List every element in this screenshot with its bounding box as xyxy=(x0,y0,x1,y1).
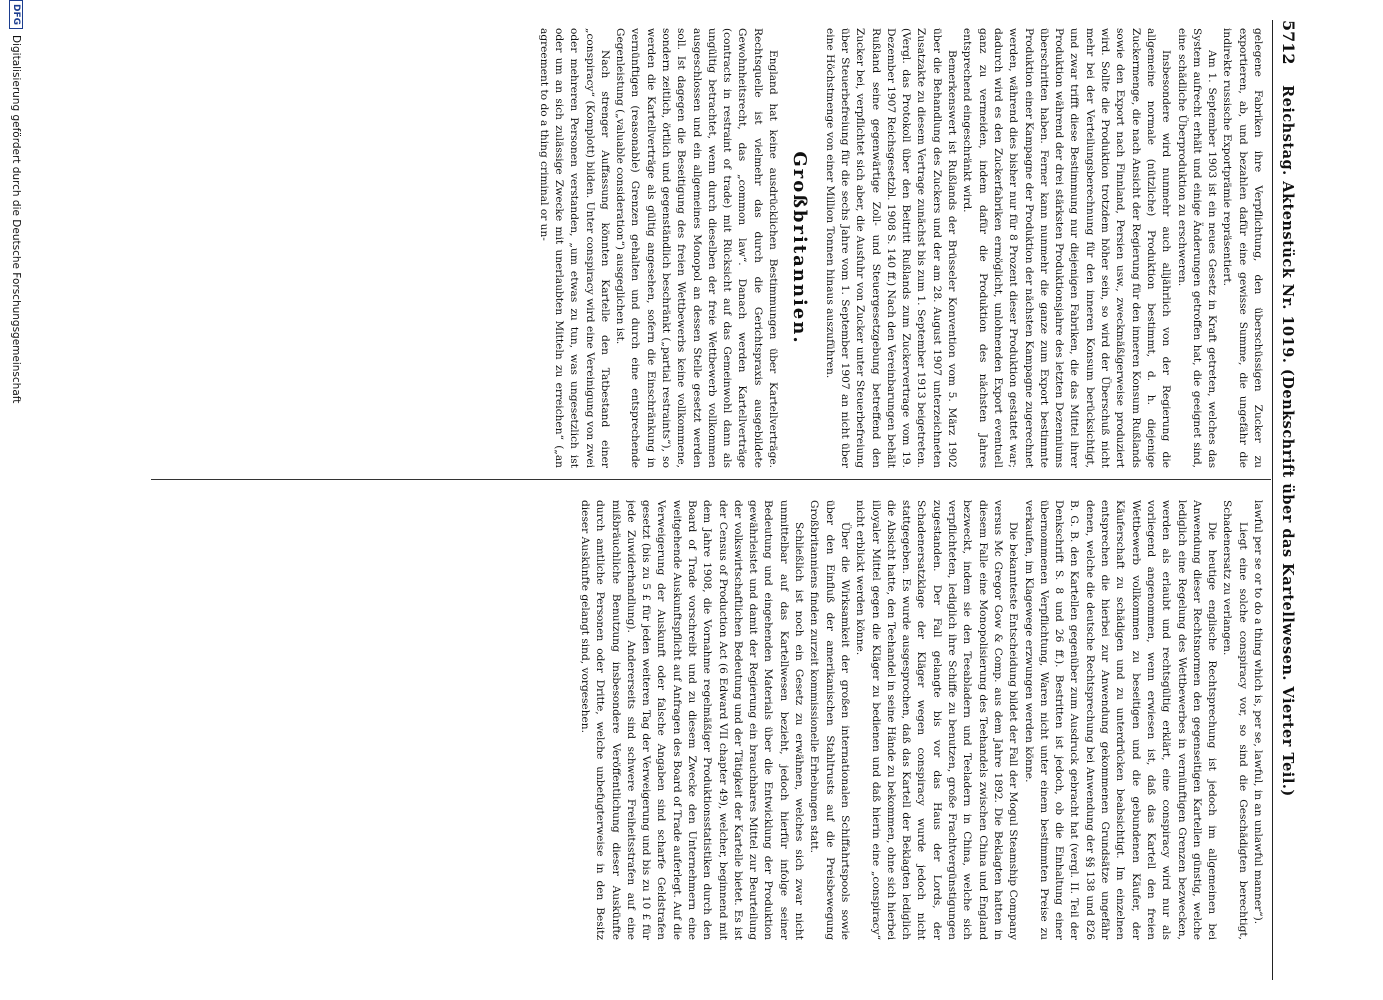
paragraph: Schließlich ist noch ein Gesetz zu erwähnen, welches sich zwar nicht unmittelbar auf das Kartellwesen bezieht, jedoch hierfür infolge seiner Bedeutung und eingehenden Materials über die Entwicklung der Produktion gewährleistet und damit der Regierung ein brauchbares Mittel zur Beurteilung der volkswirtschaftlichen Bedeutung und der Tätigkeit der Kartelle bietet. Es ist der Census of Production Act (6 Edward VII chapter 49), welcher, beginnend mit dem Jahre 1908, die Vornahme regelmäßiger Produktionsstatistiken durch den Board of Trade vorschreibt und zu diesem Zwecke den Unternehmern eine weitgehende Auskunftspflicht auf Anfragen des Board of Trade auferlegt. Auf die Verweigerung der Auskunft oder falsche Angaben sind scharfe Geldstrafen gesetzt (bis zu 5 £ für jeden weiteren Tag der Verweigerung und bis zu 10 £ für jede Zuwiderhandlung). Andererseits sind schwere Freiheitsstrafen auf eine mißbräuchliche Benutzung insbesondere Veröffentlichung dieser Auskünfte durch amtliche Personen oder Dritte, welche unbefugterweise in den Besitz dieser Auskünfte gelangt sind, vorgesehen. xyxy=(578,500,806,940)
header-rule xyxy=(1272,20,1273,980)
digitization-footer xyxy=(7,0,25,1000)
paragraph: Bemerkenswert ist Rußlands der Brüsseler Konvention vom 5. März 1902 über die Behandlung des Zuckers und der am 28. August 1907 unterzeichneten Zusatzakte zu diesem Vertrage zunächst bis zum 1. September 1913 beigetreten. (Vergl. das Protokoll über den Beitritt Rußlands zum Zuckervertrage vom 19. Dezember 1907 Reichsgesetzbl. 1908 S. 140 ff.) Nach den Vereinbarungen behält Rußland seine gegenwärtige Zoll- und Steuergesetzgebung betreffend den Zucker bei, verpflichtet sich aber, die Ausfuhr von Zucker unter Steuerbefreiung über Steuerbefreiung für die sechs Jahre vom 1. September 1907 an nicht über eine Höchstmenge von einer Million Tonnen hinaus auszuführen. xyxy=(823,28,959,468)
page-header xyxy=(1275,20,1301,980)
page-number: 5712 xyxy=(1279,20,1298,65)
running-title: Reichstag. Aktenstück Nr. 1019. (Denkschrift über das Kartellwesen. Vierter Teil.) xyxy=(1279,85,1296,797)
paragraph: Über die Wirksamkeit der großen internationalen Schiffahrtspools sowie über den Einfluß der amerikanischen Stahltrusts auf die Preisbewegung Großbritanniens finden zurzeit kommissionelle Erhebungen statt. xyxy=(808,500,851,940)
paragraph: Insbesondere wird nunmehr auch alljährlich von der Regierung die allgemeine normale (nützliche) Produktion bestimmt, d. h. diejenige Zuckermenge, die nach Ansicht der Regierung für den inneren Konsum Rußlands sowie den Export nach Finnland, Persien usw., zweckmäßigerweise produziert wird. Sollte die Produktion trotzdem höher sein, so wird der Überschuß nicht mehr bei der Verteilungsberechnung für den inneren Konsum berücksichtigt, und zwar trifft diese Bestimmung nur diejenigen Fabriken, die das Mittel ihrer Produktion während der drei stärksten Produktionsjahre des letzten Dezenniums überschritten haben. Ferner kann nunmehr die ganze zum Export bestimmte Produktion einer Kampagne der Produktion der nächsten Kampagne zugerechnet werden, während dies bisher nur für 8 Prozent dieser Produktion gestattet war; dadurch wird es den Zuckerfabriken ermöglicht, unlohnenden Export eventuell ganz zu vermeiden, indem dafür die Produktion des nächsten Jahres entsprechend eingeschränkt wird. xyxy=(961,28,1173,468)
paragraph: Nach strenger Auffassung könnten Kartelle den Tatbestand einer „conspiracy“ (Komplott) bilden. Unter conspiracy wird eine Vereinigung von zwei oder mehreren Personen verstanden, „um etwas zu tun, was ungesetzlich ist oder um an sich zulässige Zwecke mit unerlaubten Mitteln zu erreichen“ („an agreement to do a thing criminal or un- xyxy=(537,28,611,468)
paragraph: Liegt eine solche conspiracy vor, so sind die Geschädigten berechtigt, Schadenersatz zu verlangen. xyxy=(1221,500,1249,940)
paragraph: Die bekannteste Entscheidung bildet der Fall der Mogul Steamship Company versus Mc Gregor Gow & Comp. aus dem Jahre 1892. Die Beklagten hatten in diesem Falle eine Monopolisierung des Teehandels zwischen China und England bezweckt, indem sie den Teeabladern und Teeladern in China, welche sich verpflichteten, lediglich ihre Schiffe zu benutzen, große Frachtvergünstigungen zugestanden. Der Fall gelangte bis vor das Haus der Lords, der Schadenersatzklage der Kläger wegen conspiracy wurde jedoch nicht stattgegeben. Es wurde ausgesprochen, daß das Kartell der Beklagten lediglich die Absicht hatte, den Teehandel in seine Hände zu bekommen, ohne sich hierbei illoyaler Mittel gegen die Kläger zu bedienen und daß hierin eine „conspiracy“ nicht erblickt werden könne. xyxy=(854,500,1020,940)
footer-text: Digitalisierung gefördert durch die Deutsche Forschungsgemeinschaft xyxy=(10,35,22,404)
dfg-logo: DFG xyxy=(9,0,23,29)
paragraph: gelegene Fabriken ihre Verpflichtung, den überschüssigen Zucker zu exportieren, ab, und bezahlen dafür eine gewisse Summe, die ungefähr die indirekte russische Exportprämie repräsentiert. xyxy=(1221,28,1264,468)
paragraph: lawful per se or to do a thing which is, per se, lawful, in an unlawful manner“). xyxy=(1252,500,1264,925)
paragraph: Die heutige englische Rechtsprechung ist jedoch im allgemeinen bei Anwendung dieser Rechtsnormen den gegenseitigen Kartellen günstig, welche lediglich eine Regelung des Wettbewerbes in vernünftigen Grenzen bezwecken, werden als erlaubt und rechtsgültig erklärt, eine conspiracy wird nur als vorliegend angenommen, wenn erwiesen ist, daß das Kartell den freien Wettbewerb vollkommen zu beseitigen und die gebundenen Käufer, der Käuferschaft zu schädigen und zu unterdrücken beabsichtigt. Im einzelnen entsprechen die hierbei zur Anwendung gekommenen Grundsätze ungefähr denen, welche die deutsche Rechtsprechung bei Anwendung der §§ 138 und 826 B. G. B. den Kartellen gegenüber zum Ausdruck gebracht hat (vergl. II. Teil der Denkschrift S. 8 und 26 ff.). Bestritten ist jedoch, ob die Einhaltung einer übernommenen Verpflichtung, Waren nicht unter einem bestimmten Preise zu verkaufen, im Klagewege erzwungen werden könne. xyxy=(1022,500,1219,940)
column-divider xyxy=(151,479,1271,480)
paragraph: England hat keine ausdrücklichen Bestimmungen über Kartellverträge. Rechtsquelle ist vielmehr das durch die Gerichtspraxis ausgebildete Gewohnheitsrecht, das „common law“. Danach werden Kartellverträge (contracts in restraint of trade) mit Rücksicht auf das Gemeinwohl dann als ungültig betrachtet, wenn durch dieselben der freie Wettbewerb vollkommen ausgeschlossen und ein allgemeines Monopol an dessen Stelle gesetzt werden soll. Ist dagegen die Beseitigung des freien Wettbewerbs keine vollkommene, sondern zeitlich, örtlich und gegenständlich beschränkt („partial restraints“), so werden die Kartellverträge als gültig angesehen, sofern die Einschränkung in vernünftigen (reasonable) Grenzen gehalten und durch eine entsprechende Gegenleistung („valuable consideration“) ausgeglichen ist. xyxy=(614,28,780,468)
paragraph: Am 1. September 1903 ist ein neues Gesetz in Kraft getreten, welches das System aufrecht erhält und einige Änderungen getroffen hat, die geeignet sind, eine schädliche Überproduktion zu erschweren. xyxy=(1175,28,1219,468)
section-heading: Großbritannien. xyxy=(789,151,811,345)
left-column xyxy=(160,28,1265,468)
right-column xyxy=(160,500,1265,940)
